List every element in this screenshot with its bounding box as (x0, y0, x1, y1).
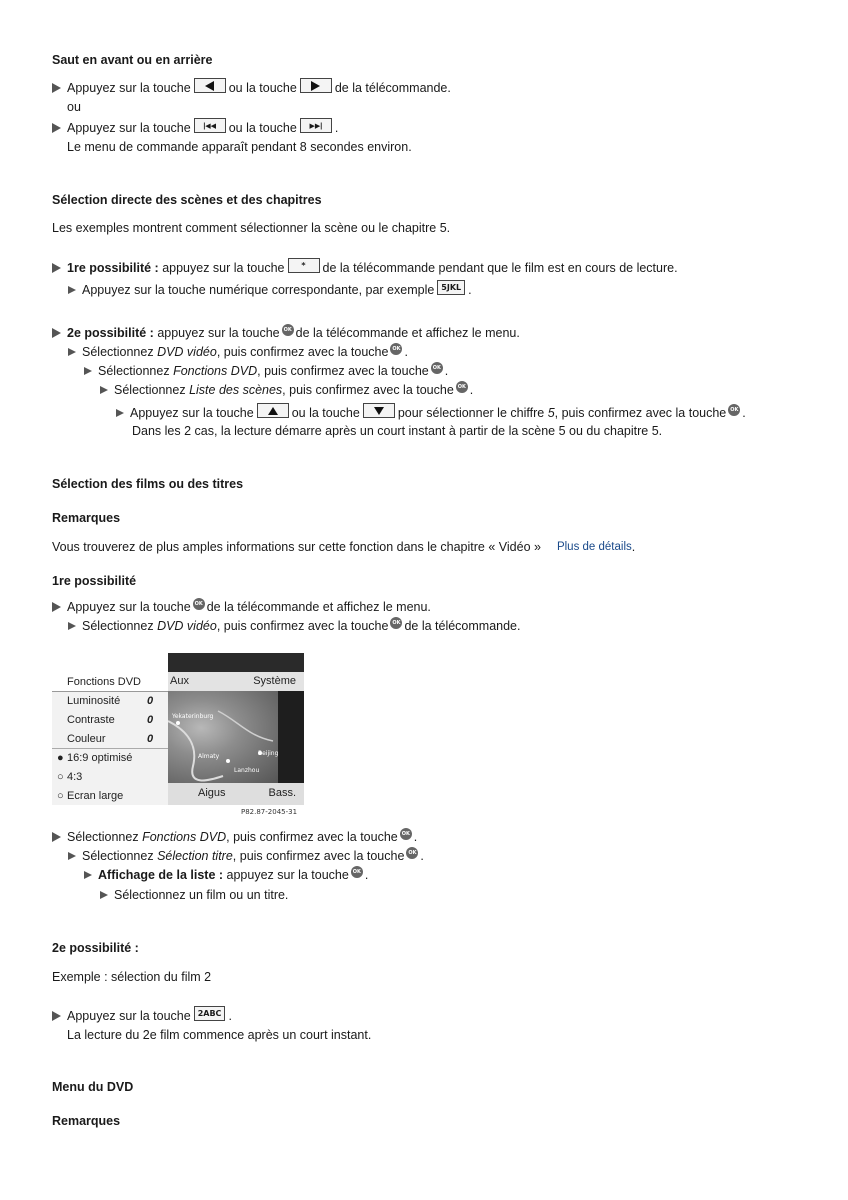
details-link[interactable]: Plus de détails (556, 541, 632, 553)
or-text: ou (67, 100, 81, 114)
bullet-arrow-icon (84, 871, 92, 879)
ok-key-icon: OK (728, 404, 740, 416)
radio-empty-icon: ○ (57, 789, 64, 802)
option-16-9: ● 16:9 optimisé (52, 748, 168, 767)
bullet-arrow-icon (100, 386, 108, 394)
ok-key-icon: OK (193, 598, 205, 610)
bullet-arrow-icon (52, 263, 61, 273)
radio-empty-icon: ○ (57, 770, 64, 783)
instruction-line: Sélectionnez un film ou un titre. (100, 888, 288, 902)
instruction-line: Sélectionnez Sélection titre , puis confirmez avec la touche OK . (68, 849, 424, 863)
bullet-arrow-icon (84, 367, 92, 375)
info-line: Vous trouverez de plus amples informations sur cette fonction dans le chapitre « Vidéo » Plus de détails . (52, 540, 636, 554)
bullet-arrow-icon (52, 328, 61, 338)
dvd-functions-menu (52, 672, 169, 805)
up-arrow-key-icon (257, 403, 289, 418)
bullet-arrow-icon (68, 348, 76, 356)
section-heading-direct: Sélection directe des scènes et des chapitres (52, 193, 322, 207)
dvd-functions-screenshot (52, 653, 304, 805)
ok-key-icon: OK (400, 828, 412, 840)
ok-key-icon: OK (390, 617, 402, 629)
bullet-arrow-icon (52, 602, 61, 612)
possibility-2-heading: 2e possibilité : (52, 941, 139, 955)
bullet-arrow-icon (52, 123, 61, 133)
body-text: Dans les 2 cas, la lecture démarre après un court instant à partir de la scène 5 ou du chapitre 5. (132, 424, 663, 438)
ok-key-icon: OK (456, 381, 468, 393)
option-4-3: ○ 4:3 (52, 767, 168, 786)
section-heading-films: Sélection des films ou des titres (52, 477, 244, 491)
radio-selected-icon: ● (57, 751, 64, 764)
left-arrow-key-icon (194, 78, 226, 93)
instruction-line: Appuyez sur la touche OK de la télécommande et affichez le menu. (52, 600, 431, 614)
instruction-line: Appuyez sur la touche |◀◀ ou la touche ▶▶| . (52, 120, 338, 135)
bullet-arrow-icon (100, 891, 108, 899)
right-arrow-key-icon (300, 78, 332, 93)
bullet-arrow-icon (52, 832, 61, 842)
ok-key-icon: OK (390, 343, 402, 355)
menu-item-contrast: Contraste 0 (67, 713, 154, 726)
possibility-1-heading: 1re possibilité (52, 574, 137, 588)
instruction-line: Sélectionnez DVD vidéo , puis confirmez avec la touche OK . (68, 345, 408, 359)
screen-bottom-bar: Aigus Bass. (168, 783, 304, 805)
down-arrow-key-icon (363, 403, 395, 418)
star-key-icon: * (288, 258, 320, 273)
body-text: Le menu de commande apparaît pendant 8 secondes environ. (67, 140, 412, 154)
menu-title: Fonctions DVD (52, 672, 168, 692)
remarks-heading: Remarques (52, 1114, 121, 1128)
option-wide: ○ Ecran large (52, 786, 168, 805)
ok-key-icon: OK (282, 324, 294, 336)
bullet-arrow-icon (116, 409, 124, 417)
next-track-icon: ▶▶| (300, 118, 332, 133)
ok-key-icon: OK (431, 362, 443, 374)
bullet-arrow-icon (68, 286, 76, 294)
map-image: Yekaterinburg Almaty Beijing Lanzhou (168, 691, 278, 783)
instruction-line: Appuyez sur la touche numérique correspondante, par exemple 5JKL . (68, 282, 472, 297)
bullet-arrow-icon (52, 83, 61, 93)
instruction-line: Sélectionnez DVD vidéo , puis confirmez avec la touche OK de la télécommande. (68, 619, 520, 633)
body-text: Exemple : sélection du film 2 (52, 970, 212, 984)
screen-tabs: Aux Système (168, 672, 304, 691)
section-heading-skip: Saut en avant ou en arrière (52, 53, 213, 67)
instruction-line: Appuyez sur la touche 2ABC . (52, 1008, 232, 1023)
menu-item-brightness: Luminosité 0 (67, 694, 154, 707)
instruction-line: Sélectionnez Fonctions DVD , puis confirmez avec la touche OK . (84, 364, 448, 378)
instruction-line: 1re possibilité : appuyez sur la touche * de la télécommande pendant que le film est en cours de lecture. (52, 260, 678, 275)
bullet-arrow-icon (68, 622, 76, 630)
instruction-line: Affichage de la liste : appuyez sur la touche OK . (84, 868, 368, 882)
instruction-line: 2e possibilité : appuyez sur la touche OK de la télécommande et affichez le menu. (52, 326, 520, 340)
instruction-line: Appuyez sur la touche ou la touche de la télécommande. (52, 80, 451, 95)
body-text: La lecture du 2e film commence après un court instant. (67, 1028, 372, 1042)
body-text: Les exemples montrent comment sélectionner la scène ou le chapitre 5. (52, 221, 451, 235)
number-5-key-icon: 5JKL (437, 280, 465, 295)
instruction-line: Sélectionnez Liste des scènes , puis confirmez avec la touche OK . (100, 383, 473, 397)
instruction-line: Sélectionnez Fonctions DVD , puis confirmez avec la touche OK . (52, 830, 417, 844)
section-heading-dvd-menu: Menu du DVD (52, 1080, 134, 1094)
menu-item-color: Couleur 0 (67, 732, 154, 745)
instruction-line: Appuyez sur la touche ou la touche pour sélectionner le chiffre 5 , puis confirmez avec la touche OK . (116, 405, 746, 420)
ok-key-icon: OK (351, 866, 363, 878)
prev-track-icon: |◀◀ (194, 118, 226, 133)
bullet-arrow-icon (68, 852, 76, 860)
number-2-key-icon: 2ABC (194, 1006, 226, 1021)
image-reference: P82.87-2045-31 (241, 808, 298, 816)
ok-key-icon: OK (406, 847, 418, 859)
remarks-heading: Remarques (52, 511, 121, 525)
bullet-arrow-icon (52, 1011, 61, 1021)
